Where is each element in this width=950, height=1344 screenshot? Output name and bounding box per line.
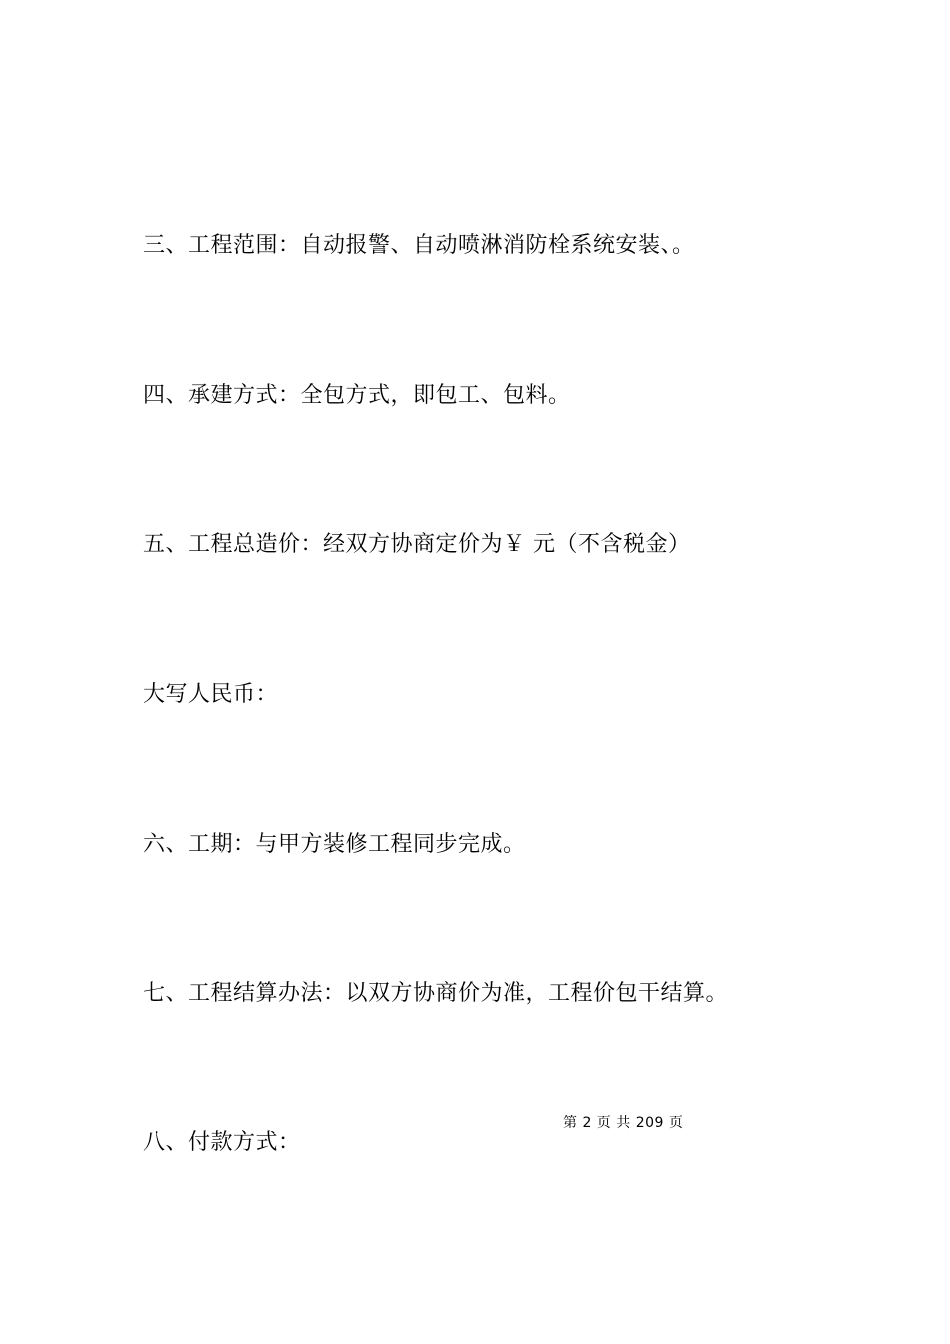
clause-payment-method: 八、付款方式： xyxy=(143,1130,301,1155)
clause-settlement-method: 七、工程结算办法：以双方协商价为准，工程价包干结算。 xyxy=(143,981,729,1006)
clause-project-scope: 三、工程范围：自动报警、自动喷淋消防栓系统安装、。 xyxy=(143,233,695,258)
clause-contract-method: 四、承建方式：全包方式，即包工、包料。 xyxy=(143,383,571,408)
page-number-footer: 第 2 页 共 209 页 xyxy=(563,1115,684,1131)
clause-amount-in-words: 大写人民币： xyxy=(143,682,279,707)
clause-total-cost: 五、工程总造价：经双方协商定价为￥ 元（不含税金） xyxy=(143,532,691,557)
clause-construction-period: 六、工期：与甲方装修工程同步完成。 xyxy=(143,832,526,857)
